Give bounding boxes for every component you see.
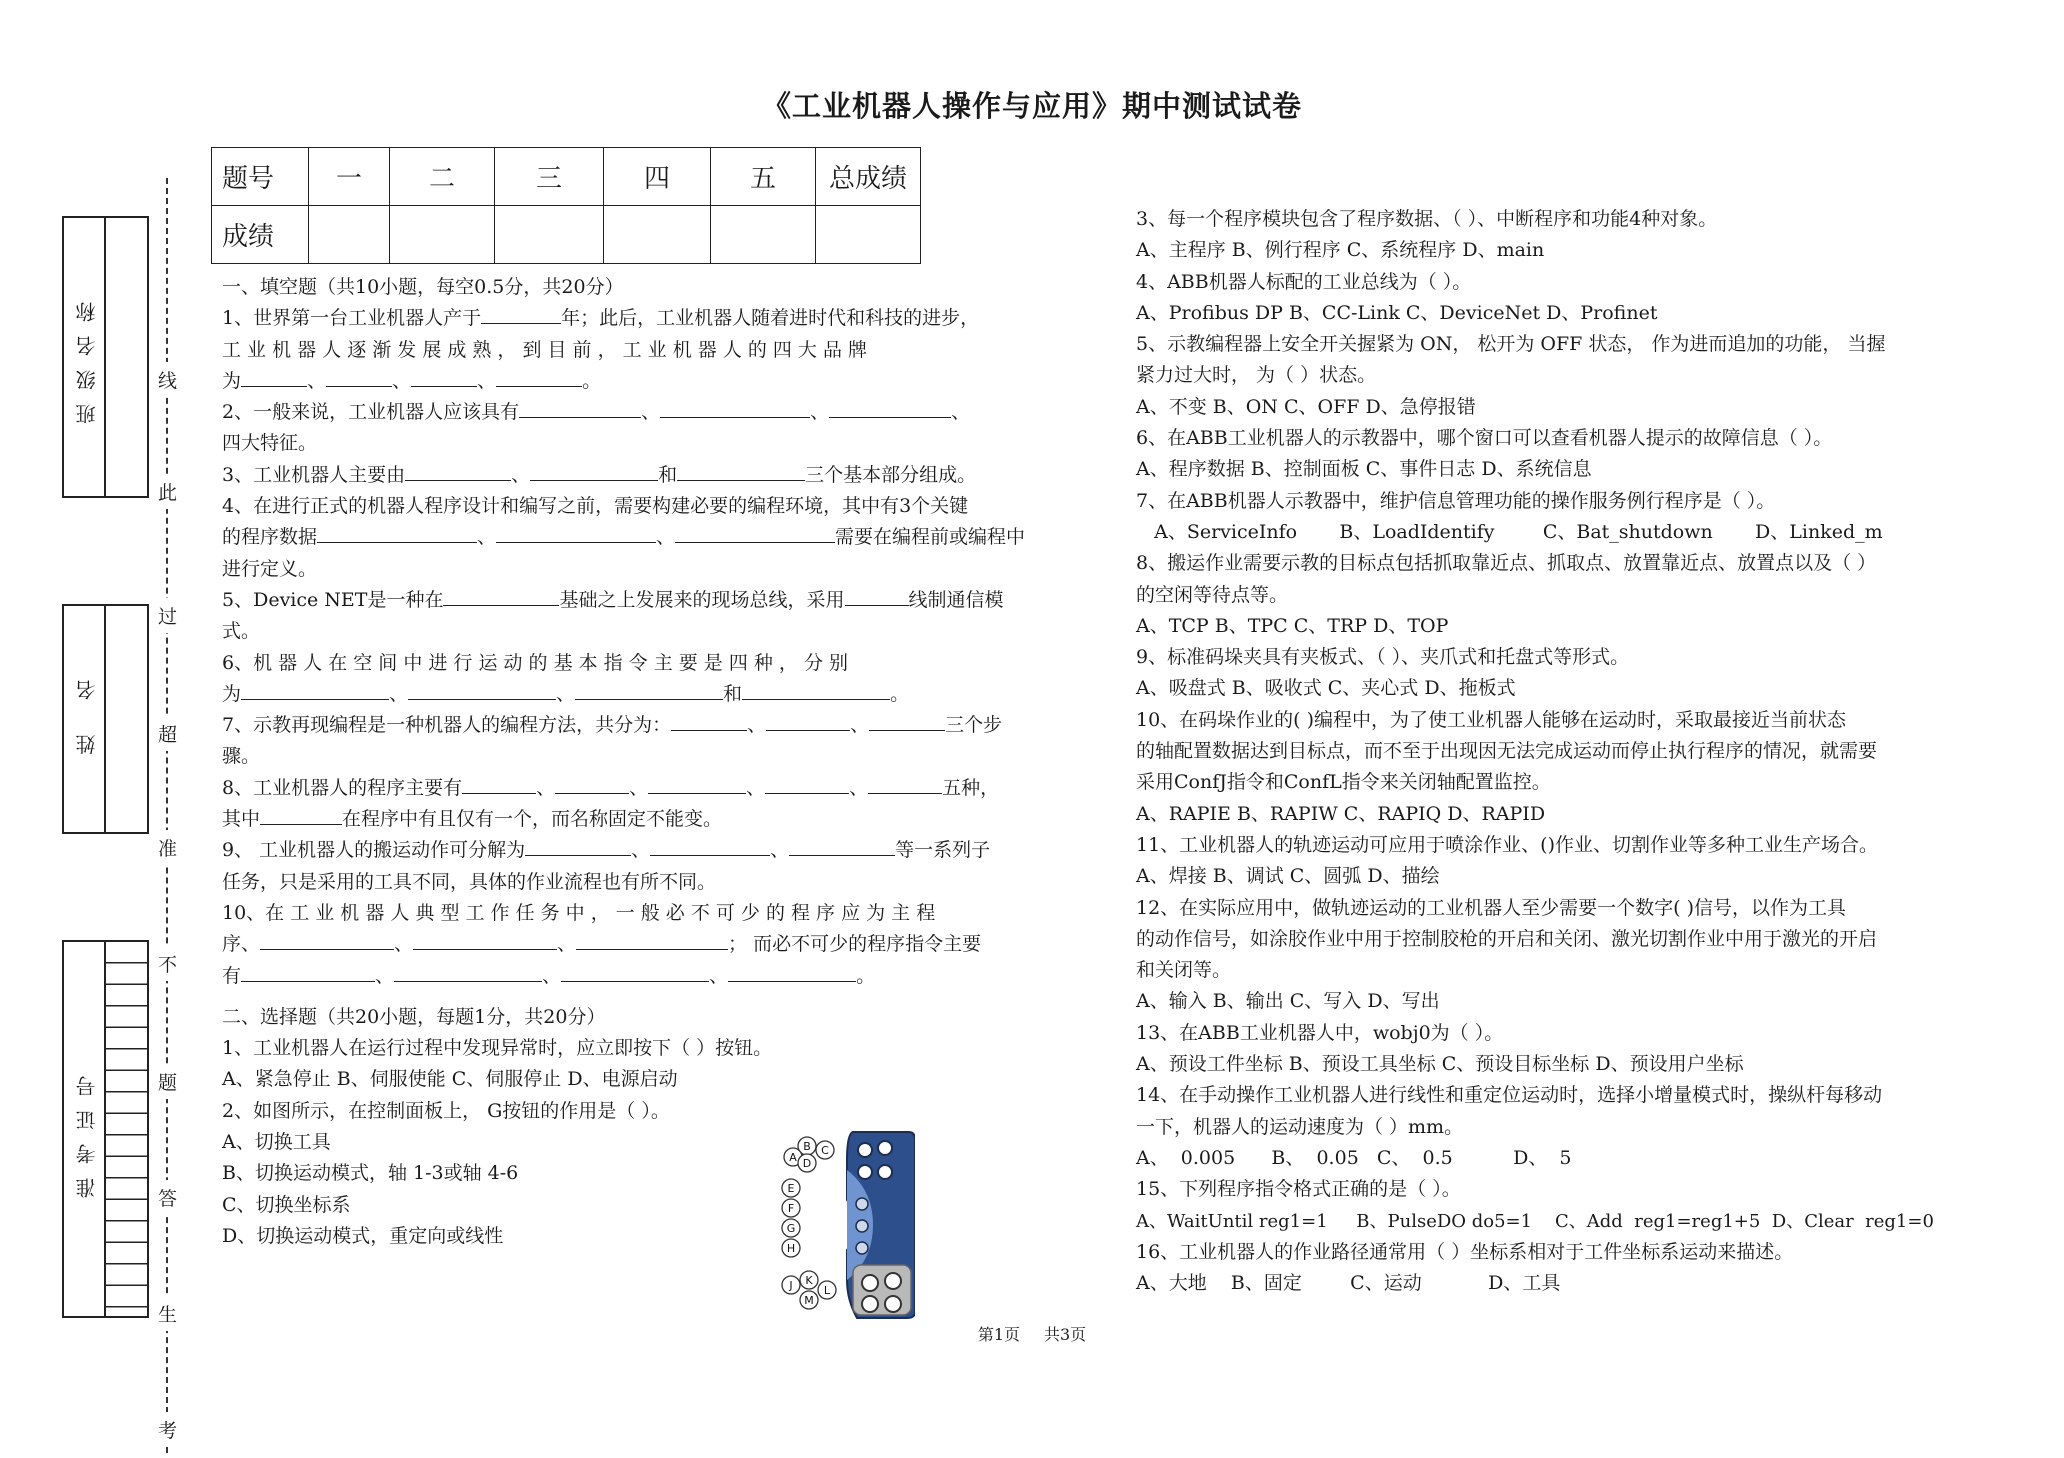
q-text: 三个基本部分组成。 [805, 463, 977, 486]
q-text: 、 [849, 776, 869, 799]
choice-7: 7、在ABB机器人示教器中，维护信息管理功能的操作服务例行程序是（ ）。 [1136, 489, 1776, 512]
class-label: 班级名称 [75, 288, 99, 424]
q-text: 7、示教再现编程是一种机器人的编程方法，共分为： [222, 714, 672, 737]
choice-16: 16、工业机器人的作业路径通常用（ ）坐标系相对于工件坐标系运动来描述。 [1136, 1240, 1794, 1263]
answer-blank[interactable] [413, 929, 557, 950]
q-text: 、 [511, 463, 531, 486]
choice-8-options: A、TCP B、TPC C、TRP D、TOP [1136, 614, 1449, 637]
button-label: J [789, 1279, 793, 1292]
choice-12-line: 和关闭等。 [1136, 959, 1232, 982]
score-blank[interactable] [390, 206, 495, 264]
button-labels [782, 1137, 836, 1309]
question-4-line: 进行定义。 [222, 557, 318, 580]
choice-14-line: 一下，机器人的运动速度为（ ）mm。 [1136, 1115, 1464, 1138]
choice-9-options: A、吸盘式 B、吸收式 C、夹心式 D、拖板式 [1136, 677, 1516, 700]
left-column [222, 272, 1057, 1252]
q-text: 为 [222, 682, 242, 705]
question-1-line: 工 业 机 器 人 逐 渐 发 展 成 熟 ， 到 目 前 ， 工 业 机 器 人 的 四 大 品 牌 [222, 338, 867, 361]
choice-14: 14、在手动操作工业机器人进行线性和重定位运动时，选择小增量模式时，操纵杆每移动 [1136, 1084, 1883, 1107]
id-box [62, 940, 149, 1318]
question-2-line: 四大特征。 [222, 432, 318, 455]
question-4: 4、在进行正式的机器人程序设计和编写之前，需要构建必要的编程环境，其中有3个关键 [222, 495, 969, 518]
question-10-line [222, 961, 1057, 992]
q-text: 、 [951, 401, 971, 424]
answer-blank[interactable] [530, 460, 658, 481]
right-column [1136, 204, 1978, 1299]
question-9 [222, 835, 1057, 866]
pendant-button [862, 1275, 878, 1291]
choice-16-options: A、大地 B、固定 C、运动 D、工具 [1136, 1272, 1561, 1295]
answer-blank[interactable] [241, 679, 389, 700]
choice-12-options: A、输入 B、输出 C、写入 D、写出 [1136, 990, 1440, 1013]
answer-blank[interactable] [519, 397, 641, 418]
answer-blank[interactable] [326, 366, 392, 387]
pendant-button [858, 1143, 872, 1157]
question-6-line [222, 679, 1057, 710]
choice-8: 8、搬运作业需要示教的目标点包括抓取靠近点、抓取点、放置靠近点、放置点以及（ ） [1136, 552, 1877, 575]
answer-blank[interactable] [408, 679, 556, 700]
q-text: 5、Device NET是一种在 [222, 588, 444, 611]
page-total: 共3页 [1044, 1325, 1087, 1344]
score-blank[interactable] [309, 206, 390, 264]
answer-blank[interactable] [496, 366, 582, 387]
q-text: 、 [770, 839, 790, 862]
answer-blank[interactable] [845, 585, 909, 606]
choice-15-options: A、WaitUntil reg1=1 B、PulseDO do5=1 C、Add reg1=reg1+5 D、Clear reg1=0 [1136, 1210, 1934, 1232]
q-text: 1、世界第一台工业机器人产于 [222, 307, 482, 330]
choice-5-line: 紧力过大时， 为（ ）状态。 [1136, 364, 1377, 387]
score-blank[interactable] [816, 206, 921, 264]
q-text: 、 [641, 401, 661, 424]
score-blank[interactable] [495, 206, 604, 264]
score-cell: 总成绩 [816, 148, 921, 206]
question-10: 10、在 工 业 机 器 人 典 型 工 作 任 务 中 ， 一 般 必 不 可 少 的 程 序 应 为 主 程 [222, 901, 936, 924]
q-text: 基础之上发展来的现场总线，采用 [559, 588, 845, 611]
q-text: 等一系列子 [895, 839, 991, 862]
choice-4-options: A、Profibus DP B、CC-Link C、DeviceNet D、Profinet [1136, 301, 1658, 324]
choice-6: 6、在ABB工业机器人的示教器中，哪个窗口可以查看机器人提示的故障信息（ ）。 [1136, 427, 1833, 450]
answer-blank[interactable] [462, 773, 536, 794]
button-label: H [786, 1242, 796, 1255]
answer-blank[interactable] [728, 961, 856, 982]
teach-pendant-figure [775, 1130, 915, 1320]
q-text: 序、 [222, 933, 261, 956]
choice-8-line: 的空闲等待点等。 [1136, 583, 1289, 606]
q-text: 、 [656, 526, 676, 549]
button-label: E [787, 1182, 795, 1195]
choice-4: 4、ABB机器人标配的工业总线为（ ）。 [1136, 270, 1472, 293]
q-text: 三个步 [945, 714, 1003, 737]
q-text: 8、工业机器人的程序主要有 [222, 776, 463, 799]
answer-blank[interactable] [869, 710, 945, 731]
pendant-button [878, 1141, 892, 1155]
q-text: 和 [658, 463, 678, 486]
score-blank[interactable] [711, 206, 816, 264]
q-text: 。 [582, 369, 602, 392]
choice-6-options: A、程序数据 B、控制面板 C、事件日志 D、系统信息 [1136, 458, 1592, 481]
answer-blank[interactable] [555, 773, 629, 794]
question-1-line [222, 366, 1057, 397]
q-text: 、 [536, 776, 556, 799]
answer-blank[interactable] [660, 397, 810, 418]
button-label: A [789, 1151, 797, 1164]
name-label: 姓 名 [75, 666, 99, 755]
q-text: 需要在编程前或编程中 [835, 526, 1026, 549]
question-3 [222, 460, 1057, 491]
q-text: 有 [222, 964, 242, 987]
q-text: 五种， [942, 776, 1000, 799]
question-2 [222, 397, 1057, 428]
score-cell: 五 [711, 148, 816, 206]
choice-10: 10、在码垛作业的( )编程中，为了使工业机器人能够在运动时，采取最接近当前状态 [1136, 708, 1847, 731]
q-text: 9、 工业机器人的搬运动作可分解为 [222, 839, 526, 862]
name-box [62, 604, 149, 834]
answer-blank[interactable] [260, 804, 342, 825]
seal-char: 超 [158, 716, 177, 751]
answer-blank[interactable] [241, 366, 307, 387]
q-text: 2、一般来说，工业机器人应该具有 [222, 401, 520, 424]
answer-blank[interactable] [766, 710, 850, 731]
q-text: 和 [723, 682, 743, 705]
choice-9: 9、标准码垛夹具有夹板式、（ ）、夹爪式和托盘式等形式。 [1136, 646, 1630, 669]
button-label: G [786, 1222, 796, 1235]
question-8 [222, 773, 1057, 804]
choice-12-line: 的动作信号，如涂胶作业中用于控制胶枪的开启和关闭、激光切割作业中用于激光的开启 [1136, 927, 1878, 950]
answer-blank[interactable] [789, 835, 895, 856]
q-text: 、 [850, 714, 870, 737]
q-text: 。 [890, 682, 910, 705]
choice-3-options: A、主程序 B、例行程序 C、系统程序 D、main [1136, 239, 1545, 262]
q-text: 线制通信模 [908, 588, 1004, 611]
q-text: 、 [477, 369, 497, 392]
q-text: 、 [389, 682, 409, 705]
seal-char: 题 [158, 1064, 177, 1099]
pendant-button [856, 1198, 868, 1210]
choice-2-option-a: A、切换工具 [222, 1131, 331, 1154]
pendant-button [856, 1220, 868, 1232]
id-grid [106, 942, 147, 1316]
answer-blank[interactable] [260, 929, 394, 950]
answer-blank[interactable] [650, 835, 770, 856]
answer-blank[interactable] [496, 522, 656, 543]
choice-13: 13、在ABB工业机器人中，wobj0为（ ）。 [1136, 1021, 1504, 1044]
seal-char: 线 [158, 362, 177, 397]
choice-11: 11、工业机器人的轨迹运动可应用于喷涂作业、()作业、切割作业等多种工业生产场合。 [1136, 833, 1879, 856]
q-text: 、 [709, 964, 729, 987]
seal-char: 过 [158, 598, 177, 633]
q-text: 、 [746, 776, 766, 799]
score-table [211, 147, 921, 264]
answer-blank[interactable] [525, 835, 631, 856]
question-1 [222, 303, 1057, 334]
q-text: 、 [810, 401, 830, 424]
choice-15: 15、下列程序指令格式正确的是（ ）。 [1136, 1178, 1461, 1201]
score-cell: 四 [604, 148, 711, 206]
seal-char: 生 [158, 1296, 177, 1331]
exam-title: 《工业机器人操作与应用》期中测试试卷 [761, 89, 1302, 123]
question-4-line [222, 522, 1057, 553]
button-label: F [787, 1202, 795, 1215]
score-cell: 三 [495, 148, 604, 206]
choice-2-option-b: B、切换运动模式，轴 1-3或轴 4-6 [222, 1162, 519, 1185]
score-header-row [212, 148, 921, 206]
answer-blank[interactable] [561, 961, 709, 982]
q-text: 在程序中有且仅有一个，而名称固定不能变。 [342, 808, 723, 831]
section-1-header: 一、填空题（共10小题，每空0.5分，共20分） [222, 276, 624, 298]
q-text: 、 [307, 369, 327, 392]
choice-10-line: 采用ConfJ指令和ConfL指令来关闭轴配置监控。 [1136, 771, 1551, 794]
pendant-button [878, 1165, 892, 1179]
answer-blank[interactable] [576, 929, 728, 950]
question-5 [222, 585, 1057, 616]
q-text: 为 [222, 369, 242, 392]
answer-blank[interactable] [481, 303, 561, 324]
choice-1-options: A、紧急停止 B、伺服使能 C、伺服停止 D、电源启动 [222, 1068, 678, 1091]
class-box [62, 216, 149, 498]
choice-10-line: 的轴配置数据达到目标点，而不至于出现因无法完成运动而停止执行程序的情况，就需要 [1136, 740, 1878, 763]
answer-blank[interactable] [241, 961, 375, 982]
q-text: 其中 [222, 808, 261, 831]
q-text: 、 [747, 714, 767, 737]
seal-char: 答 [158, 1180, 177, 1215]
answer-blank[interactable] [648, 773, 746, 794]
pendant-button [862, 1296, 878, 1312]
choice-1: 1、工业机器人在运行过程中发现异常时，应立即按下（ ）按钮。 [222, 1037, 773, 1060]
q-text: 、 [631, 839, 651, 862]
q-text: 、 [557, 933, 577, 956]
answer-blank[interactable] [677, 460, 805, 481]
q-text: 、 [629, 776, 649, 799]
question-9-line: 任务，只是采用的工具不同，具体的作业流程也有所不同。 [222, 870, 717, 893]
seal-char: 考 [158, 1412, 177, 1447]
choice-2-option-d: D、切换运动模式，重定向或线性 [222, 1224, 504, 1247]
score-cell: 成绩 [212, 206, 309, 264]
score-blank[interactable] [604, 206, 711, 264]
pendant-lower-panel [853, 1265, 911, 1315]
q-text: 、 [394, 933, 414, 956]
score-value-row [212, 206, 921, 264]
q-text: ； 而必不可少的程序指令主要 [728, 933, 982, 956]
answer-blank[interactable] [405, 460, 511, 481]
answer-blank[interactable] [675, 522, 835, 543]
id-label: 准考证号 [75, 1062, 99, 1198]
question-7 [222, 710, 1057, 741]
question-8-line [222, 804, 1057, 835]
q-text: 、 [392, 369, 412, 392]
answer-blank[interactable] [868, 773, 942, 794]
page-footer [0, 1322, 2064, 1345]
button-label: L [823, 1284, 831, 1297]
choice-5-options: A、不变 B、ON C、OFF D、急停报错 [1136, 395, 1476, 418]
q-text: 3、工业机器人主要由 [222, 463, 406, 486]
q-text: 的程序数据 [222, 526, 318, 549]
answer-blank[interactable] [575, 679, 723, 700]
choice-11-options: A、焊接 B、调试 C、圆弧 D、描绘 [1136, 865, 1440, 888]
choice-3: 3、每一个程序模块包含了程序数据、（ ）、中断程序和功能4种对象。 [1136, 208, 1718, 230]
page-number: 第1页 [977, 1325, 1020, 1344]
q-text: 、 [556, 682, 576, 705]
choice-14-options: A、 0.005 B、 0.05 C、 0.5 D、 5 [1136, 1146, 1572, 1169]
score-cell: 题号 [212, 148, 309, 206]
seal-char: 此 [158, 474, 177, 509]
question-6: 6、机 器 人 在 空 间 中 进 行 运 动 的 基 本 指 令 主 要 是 四 种 ， 分 别 [222, 651, 848, 674]
button-label: B [803, 1140, 811, 1153]
answer-blank[interactable] [742, 679, 890, 700]
question-10-line [222, 929, 1057, 960]
answer-blank[interactable] [411, 366, 477, 387]
button-label: D [802, 1157, 812, 1170]
answer-blank[interactable] [394, 961, 542, 982]
seal-char: 不 [158, 946, 177, 981]
choice-13-options: A、预设工件坐标 B、预设工具坐标 C、预设目标坐标 D、预设用户坐标 [1136, 1053, 1744, 1076]
score-cell: 二 [390, 148, 495, 206]
q-text: 、 [477, 526, 497, 549]
choice-2: 2、如图所示，在控制面板上， G按钮的作用是（ ）。 [222, 1099, 670, 1122]
section-2-header: 二、选择题（共20小题，每题1分，共20分） [222, 1005, 606, 1028]
choice-5: 5、示教编程器上安全开关握紧为 ON， 松开为 OFF 状态， 作为进而追加的功能， 当握 [1136, 333, 1886, 356]
q-text: 、 [375, 964, 395, 987]
choice-10-options: A、RAPIE B、RAPIW C、RAPIQ D、RAPID [1136, 802, 1546, 825]
answer-blank[interactable] [443, 585, 559, 606]
pendant-button [885, 1296, 901, 1312]
button-label: M [804, 1294, 814, 1307]
choice-7-options: A、ServiceInfo B、LoadIdentify C、Bat_shutdown D、Linked_m [1136, 520, 1883, 543]
pendant-button [858, 1165, 872, 1179]
pendant-button [856, 1242, 868, 1254]
button-label: C [821, 1144, 829, 1157]
question-7-line: 骤。 [222, 745, 261, 768]
choice-12: 12、在实际应用中，做轨迹运动的工业机器人至少需要一个数字( )信号，以作为工具 [1136, 896, 1847, 919]
answer-blank[interactable] [829, 397, 951, 418]
score-cell: 一 [309, 148, 390, 206]
pendant-button [885, 1273, 901, 1289]
button-label: K [805, 1274, 813, 1287]
seal-char: 准 [158, 830, 177, 865]
question-5-line: 式。 [222, 620, 261, 643]
q-text: 、 [542, 964, 562, 987]
q-text: 。 [856, 964, 876, 987]
answer-blank[interactable] [765, 773, 849, 794]
answer-blank[interactable] [671, 710, 747, 731]
q-text: 年；此后，工业机器人随着进时代和科技的进步， [561, 307, 980, 330]
choice-2-option-c: C、切换坐标系 [222, 1193, 351, 1216]
answer-blank[interactable] [317, 522, 477, 543]
